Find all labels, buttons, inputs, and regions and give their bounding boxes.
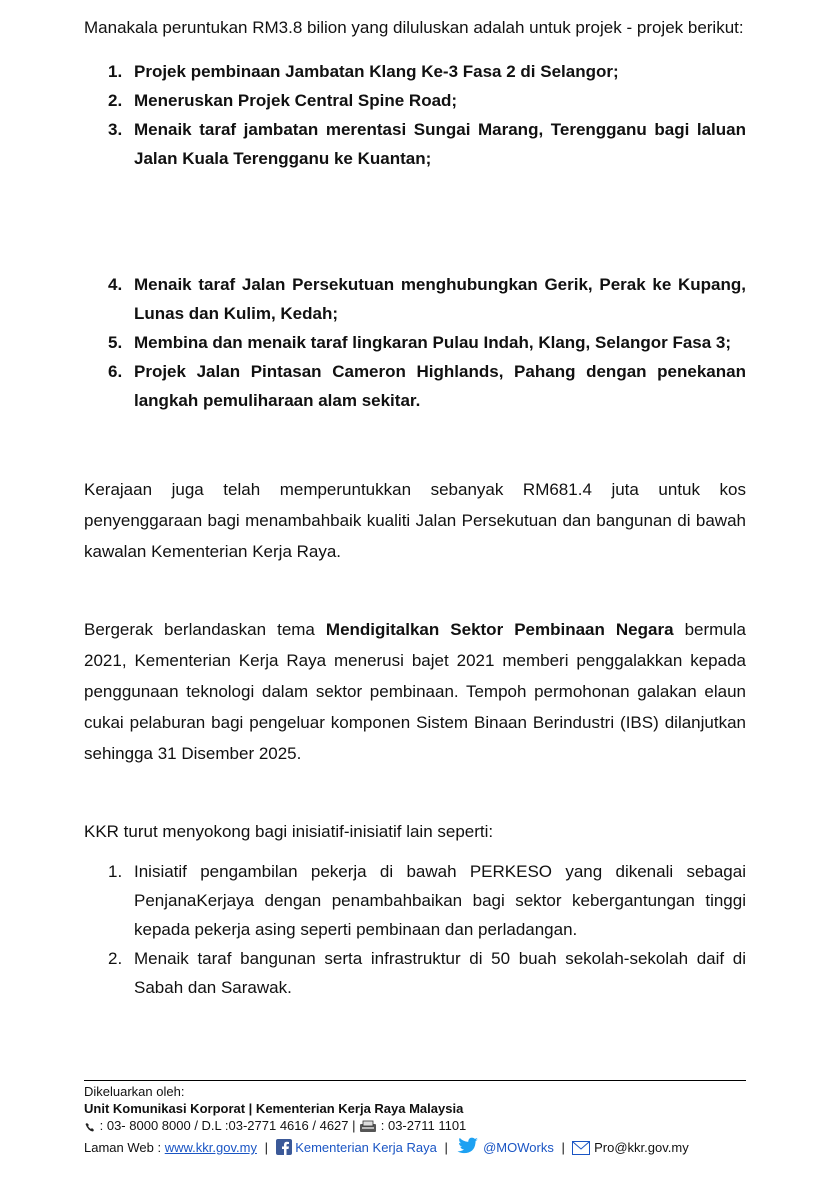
email-icon bbox=[572, 1141, 590, 1159]
list-item-text: Menaik taraf Jalan Persekutuan menghubungkan Gerik, Perak ke Kupang, Lunas dan Kulim, Kedah; bbox=[134, 275, 746, 323]
website-link[interactable]: www.kkr.gov.my bbox=[164, 1140, 257, 1155]
separator: | bbox=[444, 1140, 448, 1155]
list-number: 5. bbox=[108, 333, 123, 352]
list-item bbox=[84, 857, 746, 944]
paragraph-text: Bergerak berlandaskan tema bbox=[84, 620, 326, 639]
facebook-page[interactable]: Kementerian Kerja Raya bbox=[295, 1140, 437, 1155]
footer bbox=[84, 1080, 746, 1159]
theme-title: Mendigitalkan Sektor Pembinaan Negara bbox=[325, 620, 674, 639]
twitter-handle[interactable]: @MOWorks bbox=[483, 1140, 554, 1155]
list-item bbox=[84, 328, 746, 357]
list-number: 4. bbox=[108, 275, 123, 294]
initiatives-intro: KKR turut menyokong bagi inisiatif-inisiatif lain seperti: bbox=[84, 822, 494, 841]
list-item bbox=[84, 115, 746, 173]
list-item-text: Inisiatif pengambilan pekerja di bawah PERKESO yang dikenali sebagai PenjanaKerjaya dengan penambahbaikan bagi sektor kebergantungan tinggi kepada pekerja asing seperti pembinaan dan perladangan. bbox=[134, 862, 746, 939]
fax-icon bbox=[359, 1120, 377, 1137]
footer-divider bbox=[84, 1080, 746, 1081]
list-number: 2. bbox=[108, 949, 123, 968]
list-number: 1. bbox=[108, 862, 123, 881]
contact-line bbox=[84, 1117, 746, 1137]
list-number: 2. bbox=[108, 91, 123, 110]
facebook-icon bbox=[276, 1139, 292, 1159]
initiatives-list bbox=[84, 857, 746, 1002]
paragraph-text: bermula 2021, Kementerian Kerja Raya menerusi bajet 2021 memberi penggalakkan kepada penggunaan teknologi dalam sektor pembinaan. Tempoh permohonan galakan elaun cukai pelaburan bagi pengeluar komponen Sistem Binaan Berindustri (IBS) dilanjutkan sehingga 31 Disember 2025. bbox=[84, 620, 746, 763]
list-number: 3. bbox=[108, 120, 123, 139]
list-item-text: Menaik taraf jambatan merentasi Sungai Marang, Terengganu bagi laluan Jalan Kuala Terengganu ke Kuantan; bbox=[134, 120, 746, 168]
list-item-text: Menaik taraf bangunan serta infrastruktur di 50 buah sekolah-sekolah daif di Sabah dan Sarawak. bbox=[134, 949, 746, 997]
list-item bbox=[84, 86, 746, 115]
list-item bbox=[84, 57, 746, 86]
intro-paragraph: Manakala peruntukan RM3.8 bilion yang diluluskan adalah untuk projek - projek berikut: bbox=[84, 18, 744, 37]
project-list-part-2 bbox=[84, 270, 746, 415]
twitter-icon bbox=[455, 1137, 479, 1159]
email-address[interactable]: Pro@kkr.gov.my bbox=[594, 1140, 689, 1155]
list-item bbox=[84, 270, 746, 328]
list-item-text: Projek Jalan Pintasan Cameron Highlands, Pahang dengan penekanan langkah pemuliharaan alam sekitar. bbox=[134, 362, 746, 410]
project-list-part-1 bbox=[84, 57, 746, 173]
list-number: 6. bbox=[108, 362, 123, 381]
list-item bbox=[84, 944, 746, 1002]
website-label: Laman Web : bbox=[84, 1140, 162, 1155]
fax-number: : 03-2711 1101 bbox=[380, 1118, 467, 1133]
list-item-text: Membina dan menaik taraf lingkaran Pulau Indah, Klang, Selangor Fasa 3; bbox=[134, 333, 732, 352]
list-number: 1. bbox=[108, 62, 123, 81]
digital-theme-paragraph bbox=[84, 614, 746, 769]
maintenance-paragraph: Kerajaan juga telah memperuntukkan sebanyak RM681.4 juta untuk kos penyenggaraan bagi menambahbaik kualiti Jalan Persekutuan dan bangunan di bawah kawalan Kementerian Kerja Raya. bbox=[84, 480, 746, 561]
list-item-text: Projek pembinaan Jambatan Klang Ke-3 Fasa 2 di Selangor; bbox=[134, 62, 619, 81]
list-item-text: Meneruskan Projek Central Spine Road; bbox=[134, 91, 458, 110]
issuer-organisation: Unit Komunikasi Korporat | Kementerian Kerja Raya Malaysia bbox=[84, 1101, 464, 1116]
separator: | bbox=[264, 1140, 268, 1155]
separator: | bbox=[561, 1140, 565, 1155]
list-item bbox=[84, 357, 746, 415]
issued-by-label: Dikeluarkan oleh: bbox=[84, 1084, 185, 1099]
phone-numbers: : 03- 8000 8000 / D.L :03-2771 4616 / 4627 | bbox=[99, 1118, 356, 1133]
phone-icon bbox=[84, 1120, 96, 1137]
links-line bbox=[84, 1137, 746, 1159]
